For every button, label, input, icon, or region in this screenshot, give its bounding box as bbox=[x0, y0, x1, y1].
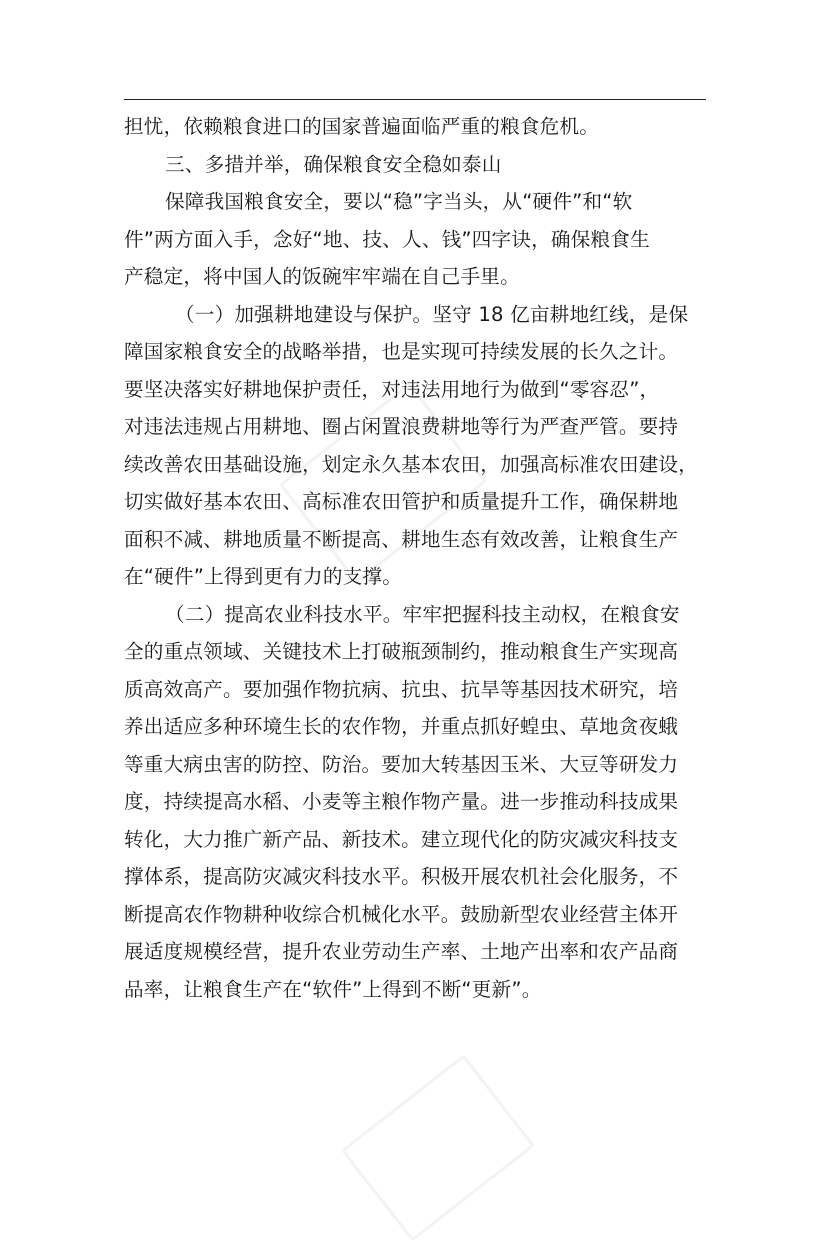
paragraph-line: 养出适应多种环境生长的农作物，并重点抓好蝗虫、草地贪夜蛾 bbox=[124, 715, 679, 738]
paragraph-line: 撑体系，提高防灾减灾科技水平。积极开展农机社会化服务，不 bbox=[124, 865, 679, 888]
paragraph-line: 续改善农田基础设施，划定永久基本农田，加强高标准农田建设， bbox=[124, 452, 699, 476]
subsection-paragraph-line: （二）提高农业科技水平。牢牢把握科技主动权，在粮食安 bbox=[165, 602, 680, 626]
paragraph-line: 等重大病虫害的防控、防治。要加大转基因玉米、大豆等研发力 bbox=[124, 752, 679, 776]
document-body bbox=[124, 108, 710, 1008]
paragraph-line: 品率，让粮食生产在“软件”上得到不断“更新”。 bbox=[124, 977, 542, 1001]
paragraph-line: 质高效高产。要加强作物抗病、抗虫、抗旱等基因技术研究，培 bbox=[124, 677, 679, 701]
header-rule bbox=[124, 99, 706, 100]
paragraph-line: 保障我国粮食安全，要以“稳”字当头，从“硬件”和“软 bbox=[165, 190, 633, 213]
paragraph-continuation-line: 担忧，依赖粮食进口的国家普遍面临严重的粮食危机。 bbox=[124, 115, 600, 138]
paragraph-line: 全的重点领域、关键技术上打破瓶颈制约，推动粮食生产实现高 bbox=[124, 640, 679, 663]
paragraph-line: 面积不减、耕地质量不断提高、耕地生态有效改善，让粮食生产 bbox=[124, 527, 679, 551]
paragraph-line: 要坚决落实好耕地保护责任，对违法用地行为做到“零容忍”， bbox=[124, 377, 660, 401]
paragraph-line: 度，持续提高水稻、小麦等主粮作物产量。进一步推动科技成果 bbox=[124, 790, 679, 813]
paragraph-line: 件”两方面入手，念好“地、技、人、钱”四字诀，确保粮食生 bbox=[124, 227, 650, 251]
paragraph-line: 展适度规模经营，提升农业劳动生产率、土地产出率和农产品商 bbox=[124, 940, 679, 963]
paragraph-line: 产稳定，将中国人的饭碗牢牢端在自己手里。 bbox=[124, 265, 520, 288]
paragraph-line: 障国家粮食安全的战略举措，也是实现可持续发展的长久之计。 bbox=[124, 340, 679, 363]
subsection-paragraph-line: （一）加强耕地建设与保护。坚守 18 亿亩耕地红线，是保 bbox=[175, 302, 689, 326]
watermark-stamp bbox=[341, 1054, 535, 1241]
paragraph-line: 转化，大力推广新产品、新技术。建立现代化的防灾减灾科技支 bbox=[124, 827, 679, 851]
paragraph-line: 在“硬件”上得到更有力的支撑。 bbox=[124, 565, 403, 588]
paragraph-line: 对违法违规占用耕地、圈占闲置浪费耕地等行为严查严管。要持 bbox=[124, 415, 679, 438]
paragraph-line: 断提高农作物耕种收综合机械化水平。鼓励新型农业经营主体开 bbox=[124, 902, 679, 926]
section-heading: 三、多措并举，确保粮食安全稳如泰山 bbox=[165, 152, 502, 176]
paragraph-line: 切实做好基本农田、高标准农田管护和质量提升工作，确保耕地 bbox=[124, 490, 679, 513]
